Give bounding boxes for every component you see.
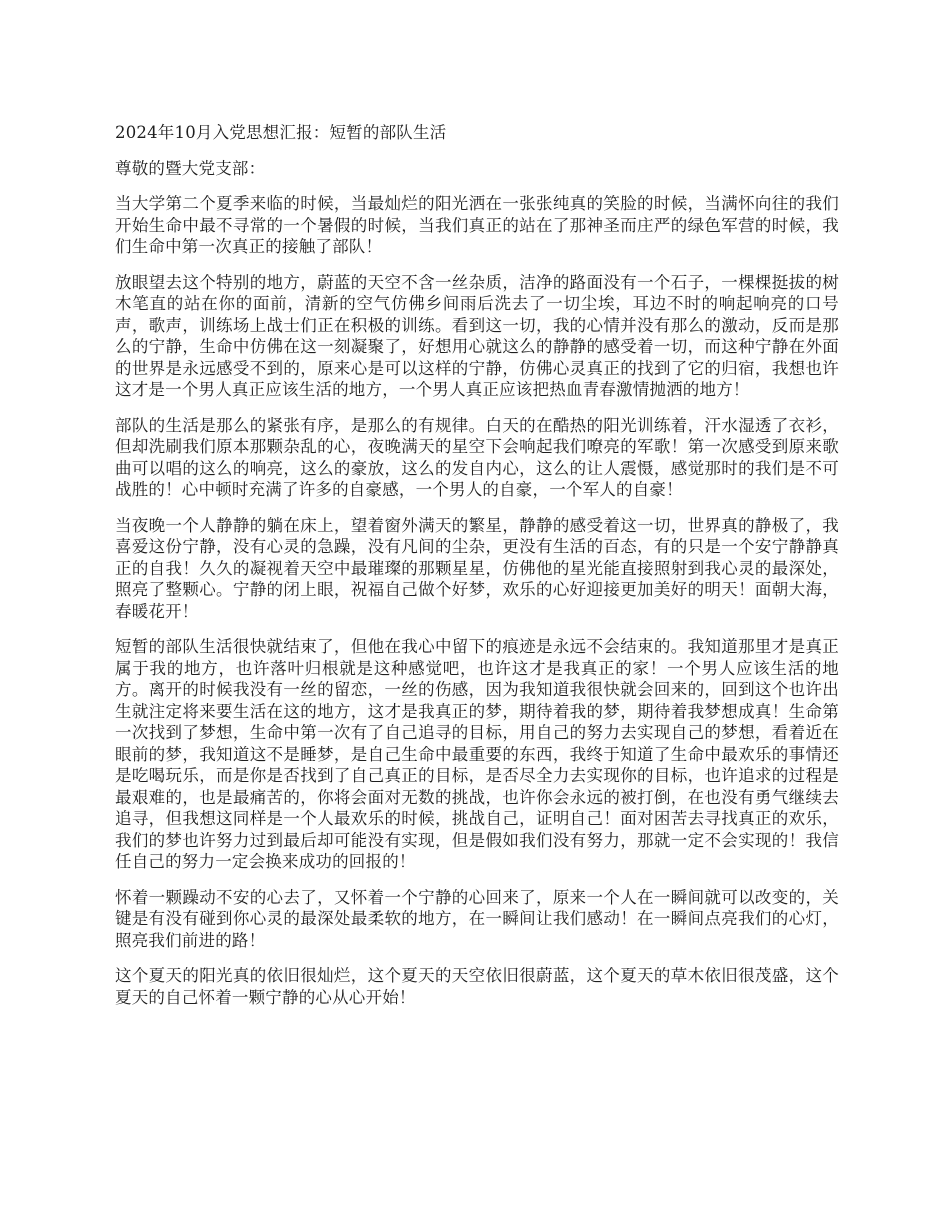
salutation: 尊敬的暨大党支部： <box>115 158 266 178</box>
paragraph-2: 放眼望去这个特别的地方，蔚蓝的天空不含一丝杂质，洁净的路面没有一个石子，一棵棵挺拔的树木笔直的站在你的面前，清新的空气仿佛乡间雨后洗去了一切尘埃，耳边不时的响起响亮的口号声，歌声，训练场上战士们正在积极的训练。看到这一切，我的心情并没有那么的激动，反而是那么的宁静，生命中仿佛在这一刻凝聚了，好想用心就这么的静静的感受着一切，而这种宁静在外面的世界是永远感受不到的，原来心是可以这样的宁静，仿佛心灵真正的找到了它的归宿，我想也许这才是一个男人真正应该生活的地方，一个男人真正应该把热血青春激情抛洒的地方！ <box>115 272 839 399</box>
paragraph-5: 短暂的部队生活很快就结束了，但他在我心中留下的痕迹是永远不会结束的。我知道那里才是真正属于我的地方，也许落叶归根就是这种感觉吧，也许这才是我真正的家！一个男人应该生活的地方。离开的时候我没有一丝的留恋，一丝的伤感，因为我知道我很快就会回来的，回到这个也许出生就注定将来要生活在这的地方，这才是我真正的梦，期待着我的梦，期待着我梦想成真！生命第一次找到了梦想，生命中第一次有了自己追寻的目标，用自己的努力去实现自己的梦想，看着近在眼前的梦，我知道这不是睡梦，是自己生命中最重要的东西，我终于知道了生命中最欢乐的事情还是吃喝玩乐，而是你是否找到了自己真正的目标，是否尽全力去实现你的目标，也许追求的过程是最艰难的，也是最痛苦的，你将会面对无数的挑战，也许你会永远的被打倒，在也没有勇气继续去追寻，但我想这同样是一个人最欢乐的时候，挑战自己，证明自己！面对困苦去寻找真正的欢乐，我们的梦也许努力过到最后却可能没有实现，但是假如我们没有努力，那就一定不会实现的！我信任自己的努力一定会换来成功的回报的！ <box>115 637 839 871</box>
paragraph-7: 这个夏天的阳光真的依旧很灿烂，这个夏天的天空依旧很蔚蓝，这个夏天的草木依旧很茂盛，这个夏天的自己怀着一颗宁静的心从心开始！ <box>115 966 839 1007</box>
document-body <box>115 122 839 1022</box>
paragraph-3: 部队的生活是那么的紧张有序，是那么的有规律。白天的在酷热的阳光训练着，汗水湿透了衣衫，但却洗刷我们原本那颗杂乱的心，夜晚满天的星空下会响起我们嘹亮的军歌！第一次感受到原来歌曲可以唱的这么的响亮，这么的豪放，这么的发自内心，这么的让人震慑，感觉那时的我们是不可战胜的！心中顿时充满了许多的自豪感，一个男人的自豪，一个军人的自豪！ <box>115 415 839 499</box>
paragraph-1: 当大学第二个夏季来临的时候，当最灿烂的阳光洒在一张张纯真的笑脸的时候，当满怀向往的我们开始生命中最不寻常的一个暑假的时候，当我们真正的站在了那神圣而庄严的绿色军营的时候，我们生命中第一次真正的接触了部队！ <box>115 194 839 256</box>
document-title: 2024年10月入党思想汇报：短暂的部队生活 <box>115 123 447 142</box>
paragraph-4: 当夜晚一个人静静的躺在床上，望着窗外满天的繁星，静静的感受着这一切，世界真的静极了，我喜爱这份宁静，没有心灵的急躁，没有凡间的尘杂，更没有生活的百态，有的只是一个安宁静静真正的自我！久久的凝视着天空中最璀璨的那颗星星，仿佛他的星光能直接照射到我心灵的最深处，照亮了整颗心。宁静的闭上眼，祝福自己做个好梦，欢乐的心好迎接更加美好的明天！面朝大海，春暖花开！ <box>115 515 839 621</box>
paragraph-6: 怀着一颗躁动不安的心去了，又怀着一个宁静的心回来了，原来一个人在一瞬间就可以改变的，关键是有没有碰到你心灵的最深处最柔软的地方，在一瞬间让我们感动！在一瞬间点亮我们的心灯，照亮我们前进的路！ <box>115 887 839 950</box>
